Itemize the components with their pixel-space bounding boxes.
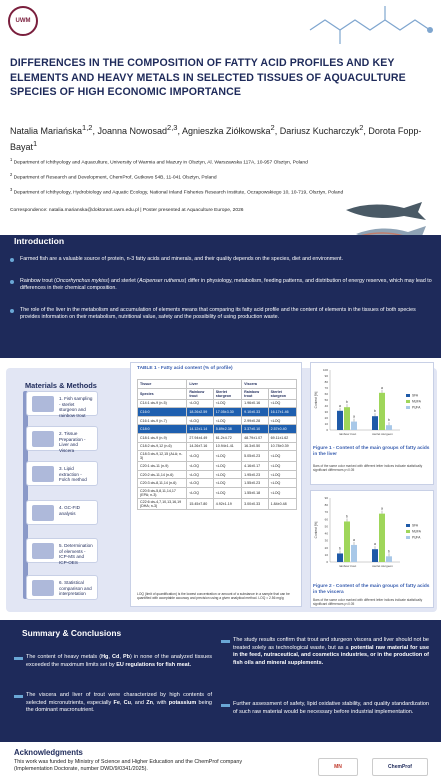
legend-label: MUFA [412, 399, 421, 404]
table-row [138, 442, 297, 451]
y-tick-label: 40 [324, 404, 328, 408]
acknowledgments-text: This work was funded by Ministry of Science and Higher Education and the ChemProf company (Implementation Doctorate, number DWD/9/0341/2025). [14, 759, 243, 772]
results-heading: Results [270, 348, 297, 357]
y-tick-label: 40 [324, 531, 328, 536]
table-cell: 17.05±3.30 [213, 408, 241, 417]
y-tick-label: 10 [324, 422, 328, 426]
table-row [138, 462, 297, 471]
y-tick-label: 80 [324, 503, 328, 508]
legend-label: SFA [412, 523, 419, 528]
legend-swatch [406, 394, 410, 397]
table-cell: 1.55±0.18 [242, 487, 268, 498]
affiliation-number: 2 [10, 172, 13, 177]
significance-label: b [374, 409, 376, 414]
y-tick-label: 80 [324, 380, 328, 384]
table-cell: <LOQ [213, 451, 241, 462]
table-row [138, 433, 297, 442]
table-cell: 3.00±0.33 [242, 498, 268, 509]
table-cell: 2.99±0.28 [242, 416, 268, 425]
table-cell: <LOQ [213, 416, 241, 425]
summary-bullet-bar [14, 657, 23, 660]
table-cell: 5.89±2.38 [213, 425, 241, 434]
y-tick-label: 60 [324, 517, 328, 522]
chemprof-logo-text: ChemProf [388, 764, 412, 770]
methods-heading: Materials & Methods [25, 381, 97, 390]
summary-paragraph: The viscera and liver of trout were characterized by high contents of selected micronutrients, especially Fe, Cu, and Zn, with potassium being the dominant macronutrient. [26, 692, 212, 714]
legend-swatch [406, 400, 410, 403]
affiliation-text: Department of Research and Development, ChemProf, Gutkowo 54B, 11-041 Olsztyn, Poland [13, 175, 217, 181]
figure-2-caption: Figure 2 - Content of the main groups of fatty acids in the viscera [313, 584, 430, 595]
table-cell: 1.55±0.23 [242, 479, 268, 488]
x-tick-label: rainbow trout [338, 432, 357, 436]
bar [379, 514, 385, 562]
table-cell: 61.2±4.72 [213, 433, 241, 442]
table-cell: 69.11±1.62 [268, 433, 296, 442]
method-step-label: 3. Lipid extraction - Folch method [59, 466, 87, 483]
table-cell: 18.26±2.59 [187, 408, 213, 417]
fatty-acid-name: C16:0 [138, 408, 187, 417]
y-tick-label: 60 [324, 392, 328, 396]
table-group-header-row [138, 380, 297, 389]
figure-1-note: Bars of the same color marked with different letter indices indicate statistically significant differences p<0.05 [313, 464, 423, 472]
fatty-acid-name: C18:3 cis-9,12,15 (ALA; n-3) [138, 451, 187, 462]
legend-swatch [406, 406, 410, 409]
table-cell: <LOQ [268, 462, 296, 471]
method-step [26, 461, 98, 486]
bar [386, 425, 392, 430]
intro-bullet [10, 256, 434, 263]
fatty-acid-name: C16:1 cis-9 (n-7) [138, 416, 187, 425]
table-row [138, 479, 297, 488]
fatty-acid-name: C22:6 cis-4,7,10,13,16,19 (DHA; n-3) [138, 498, 187, 509]
y-tick-label: 70 [324, 510, 328, 515]
bar [379, 393, 385, 430]
bar [344, 407, 350, 430]
figure-2-note: Bars of the same color marked with different letter indices indicate statistically significant differences p<0.05 [313, 598, 423, 606]
significance-label: b [339, 546, 341, 551]
bar [337, 411, 343, 430]
table-cell: 10.78±0.39 [268, 442, 296, 451]
significance-label: b [388, 549, 390, 554]
y-tick-label: 90 [324, 374, 328, 378]
molecule-decoration-icon [300, 0, 441, 48]
table-cell: 1.96±0.16 [242, 399, 268, 408]
summary-bullet-bar [221, 704, 230, 707]
table-cell: <LOQ [187, 416, 213, 425]
table-row [138, 470, 297, 479]
intro-bullet [10, 278, 434, 292]
intro-bullet-text: Rainbow trout (Oncorhynchus mykiss) and sterlet (Acipenser ruthenus) differ in physiology, metabolism, feeding patterns, and distribution of energy reserves, which may lead to differences in their chemical composition. [20, 278, 432, 292]
fatty-acid-name: C18:1 cis-9 (n-9) [138, 433, 187, 442]
tissue-icon [32, 431, 54, 447]
table-cell: 4.16±0.17 [242, 462, 268, 471]
ministry-logo-text: MN [334, 764, 342, 770]
bullet-icon [10, 280, 14, 284]
method-step [26, 391, 98, 416]
y-tick-label: 100 [322, 368, 328, 372]
table-cell: <LOQ [187, 451, 213, 462]
table-note: LOQ (limit of quantification) is the lowest concentration or amount of a substance in a sample that can be quantified with acceptable accuracy and precision using a given analytical method. LOQ = 2.56 mg/g [137, 592, 290, 600]
table-header: Viscera [242, 380, 297, 389]
y-tick-label: 30 [324, 410, 328, 414]
y-tick-label: 20 [324, 545, 328, 550]
method-step [26, 575, 98, 600]
significance-label: a [353, 537, 355, 542]
x-tick-label: rainbow trout [338, 564, 357, 568]
table-row [138, 399, 297, 408]
table-row [138, 487, 297, 498]
intro-bullet-text: Farmed fish are a valuable source of protein, n-3 fatty acids and minerals, and their quality depends on the species, diet and environment. [20, 256, 344, 262]
bullet-icon [10, 309, 14, 313]
method-step-label: 5. Determination of elements - ICP-MS and ICP-OES [59, 543, 93, 565]
figure-1-caption: Figure 1 - Content of the main groups of fatty acids in the liver [313, 446, 430, 457]
table-cell: <LOQ [268, 451, 296, 462]
intro-bullet-text: The role of the liver in the metabolism and accumulation of elements means that comparing its fatty acid profile and the content of elements in the tissues of both species provides information on their metabolism, nutritional value, safety and the possibility of using production waste. [20, 307, 416, 321]
table-cell: 3.37±0.10 [242, 425, 268, 434]
summary-paragraph: Further assessment of safety, lipid oxidative stability, and quality standardization of such raw material would be necessary before industrial implementation. [233, 701, 429, 715]
intro-bullet [10, 307, 434, 321]
fish-icon [32, 396, 54, 412]
method-step [26, 538, 98, 563]
summary-bullet-bar [221, 640, 230, 643]
affiliation-text: Department of Ichthyology and Aquaculture, University of Warmia and Mazury in Olsztyn, Al. Warszawska 117A, 10-957 Olsztyn, Poland [13, 160, 308, 166]
introduction-section [0, 235, 441, 358]
fatty-acid-name: C14:1 cis-9 (n-5) [138, 399, 187, 408]
bar [372, 416, 378, 430]
table-cell: 9.10±0.33 [242, 408, 268, 417]
y-tick-label: 10 [324, 552, 328, 557]
legend-label: SFA [412, 393, 419, 398]
table-cell: <LOQ [268, 399, 296, 408]
method-step [26, 426, 98, 451]
y-tick-label: 0 [326, 560, 328, 564]
introduction-heading: Introduction [14, 236, 65, 246]
table-header: Species [138, 388, 187, 399]
affiliation-1 [10, 157, 434, 167]
table-row [138, 425, 297, 434]
table-cell: 14.12±1.14 [187, 425, 213, 434]
table-cell: 16.3±0.50 [242, 442, 268, 451]
table-cell: <LOQ [187, 462, 213, 471]
affiliation-number: 3 [10, 187, 13, 192]
y-tick-label: 90 [324, 496, 328, 500]
table-header: Sterlet sturgeon [268, 388, 296, 399]
chemprof-logo [372, 758, 428, 776]
table-cell: 10.94±1.41 [213, 442, 241, 451]
y-tick-label: 0 [326, 428, 328, 432]
table-cell: 1.95±0.23 [242, 470, 268, 479]
table-row [138, 451, 297, 462]
table-header: Tissue [138, 380, 187, 389]
table-caption: TABLE 1 - Fatty acid content (% of profile) [137, 366, 233, 371]
fatty-acid-table [137, 379, 297, 510]
affiliation-2 [10, 172, 434, 182]
significance-label: b [346, 514, 348, 519]
table-header: Liver [187, 380, 242, 389]
table-cell: 48.79±1.07 [242, 433, 268, 442]
fatty-acid-name: C18:2 cis-9,12 (n-6) [138, 442, 187, 451]
correspondence: Correspondence: natalia.marianska@doktorant.uwm.edu.pl | Poster presented at Aquaculture Europe, 2026 [10, 208, 244, 213]
x-tick-label: sterlet sturgeon [372, 564, 393, 568]
table-cell: 1.84±0.48 [268, 498, 296, 509]
table-cell: 5.05±0.23 [242, 451, 268, 462]
table-cell: 15.45±7.80 [187, 498, 213, 509]
y-tick-label: 70 [324, 386, 328, 390]
bar [351, 422, 357, 430]
table-cell: 14.26±7.16 [187, 442, 213, 451]
significance-label: b [346, 400, 348, 405]
method-step-label: 2. Tissue Preparation - Liver and Viscera [59, 431, 86, 453]
y-axis-label: Content [%] [314, 391, 318, 409]
table-cell: <LOQ [213, 462, 241, 471]
ministry-logo [318, 758, 358, 776]
y-tick-label: 20 [324, 416, 328, 420]
method-step-label: 6. Statistical comparison and interpretation [59, 580, 92, 597]
fatty-acid-name: C20:2 cis-11,14 (n-6) [138, 470, 187, 479]
method-step [26, 500, 98, 525]
y-tick-label: 50 [324, 524, 328, 529]
fatty-acid-name: C20:5 cis-5,8,11,14,17 (EPA; n-3) [138, 487, 187, 498]
table-header: Rainbow trout [187, 388, 213, 399]
table-header: Sterlet sturgeon [213, 388, 241, 399]
method-step-label: 4. GC-FID analysis [59, 505, 80, 516]
significance-label: b [388, 418, 390, 423]
table-cell: <LOQ [213, 470, 241, 479]
table-cell: <LOQ [268, 416, 296, 425]
summary-heading: Summary & Conclusions [22, 628, 122, 638]
table-row [138, 408, 297, 417]
table-cell: <LOQ [268, 479, 296, 488]
legend-swatch [406, 536, 410, 539]
legend-swatch [406, 530, 410, 533]
y-axis-label: Content [%] [314, 521, 318, 539]
fatty-acid-name: C20:3 cis-8,11,14 (n-6) [138, 479, 187, 488]
bar [337, 553, 343, 562]
affiliation-text: Department of Ichthyology, Hydrobiology and Aquatic Ecology, National Inland Fisheries Research Institute, Oczapowskiego 10, 10-719, Olsztyn, Poland [13, 190, 344, 196]
legend-label: MUFA [412, 529, 421, 534]
workflow-arrow [23, 391, 28, 599]
table-cell: 2.57±0.40 [268, 425, 296, 434]
bar [344, 521, 350, 562]
table-cell: <LOQ [268, 470, 296, 479]
significance-label: a [381, 385, 383, 390]
significance-label: a [381, 506, 383, 511]
significance-label: a [353, 414, 355, 419]
legend-swatch [406, 524, 410, 527]
table-cell: <LOQ [187, 399, 213, 408]
legend-label: PUFA [412, 535, 421, 540]
table-cell: <LOQ [213, 487, 241, 498]
bar [386, 556, 392, 562]
table-cell: <LOQ [213, 479, 241, 488]
flask-icon [32, 466, 54, 482]
author-list: Natalia Mariańska$^{1,2}$, Joanna Nowosad$^{2,3}$, Agnieszka Ziółkowska$^2$, Dariusz Kucharczyk$^2$, Dorota Fopp-Bayat$^1$ [10, 123, 422, 152]
table-cell: <LOQ [268, 487, 296, 498]
y-tick-label: 50 [324, 398, 328, 402]
summary-paragraph: The study results confirm that trout and sturgeon viscera and liver should not be treated solely as technological waste, but as a potential raw material for use in the feed, nutraceutical, and cosmetics industries, or in the production of fish oils and mineral supplements. [233, 637, 429, 666]
legend-label: PUFA [412, 405, 421, 410]
significance-label: a [339, 403, 341, 408]
summary-paragraph: The content of heavy metals (Hg, Cd, Pb) in none of the analyzed tissues exceeded the maximum limits set by EU regulations for fish meat. [26, 654, 213, 668]
affiliation-number: 1 [10, 157, 13, 162]
table-cell: <LOQ [213, 399, 241, 408]
x-tick-label: sterlet sturgeon [372, 432, 393, 436]
poster-title: DIFFERENCES IN THE COMPOSITION OF FATTY ACID PROFILES AND KEY ELEMENTS AND HEAVY METALS IN SELECTED TISSUES OF AQUACULTURE SPECIES OF HIGH ECONOMIC IMPORTANCE [10, 57, 406, 98]
liver-fatty-acid-chart [312, 364, 432, 444]
bullet-icon [10, 258, 14, 262]
fatty-acid-name: C18:0 [138, 425, 187, 434]
table-cell: 27.94±4.49 [187, 433, 213, 442]
acknowledgments-heading: Acknowledgments [14, 748, 83, 757]
table-header-row [138, 388, 297, 399]
fatty-acid-name: C20:1 cis-11 (n-9) [138, 462, 187, 471]
table-cell: <LOQ [187, 470, 213, 479]
university-logo [8, 6, 38, 36]
table-cell: <LOQ [187, 479, 213, 488]
summary-bullet-bar [14, 695, 23, 698]
table-body [138, 399, 297, 509]
bar [351, 545, 357, 562]
significance-label: a [374, 542, 376, 547]
table-row [138, 416, 297, 425]
table-header: Rainbow trout [242, 388, 268, 399]
y-tick-label: 30 [324, 538, 328, 543]
spectrometer-icon [32, 543, 54, 559]
table-cell: 4.92±1.19 [213, 498, 241, 509]
table-cell: 16.17±1.46 [268, 408, 296, 417]
bar [372, 549, 378, 562]
method-step-label: 1. Fish sampling - sterlet sturgeon and rainbow trout [59, 396, 93, 418]
viscera-fatty-acid-chart [312, 492, 432, 576]
table-row [138, 498, 297, 509]
table-cell: <LOQ [187, 487, 213, 498]
statistics-icon [32, 580, 54, 596]
chromatograph-icon [32, 505, 54, 521]
logo-text: UWM [15, 18, 31, 24]
